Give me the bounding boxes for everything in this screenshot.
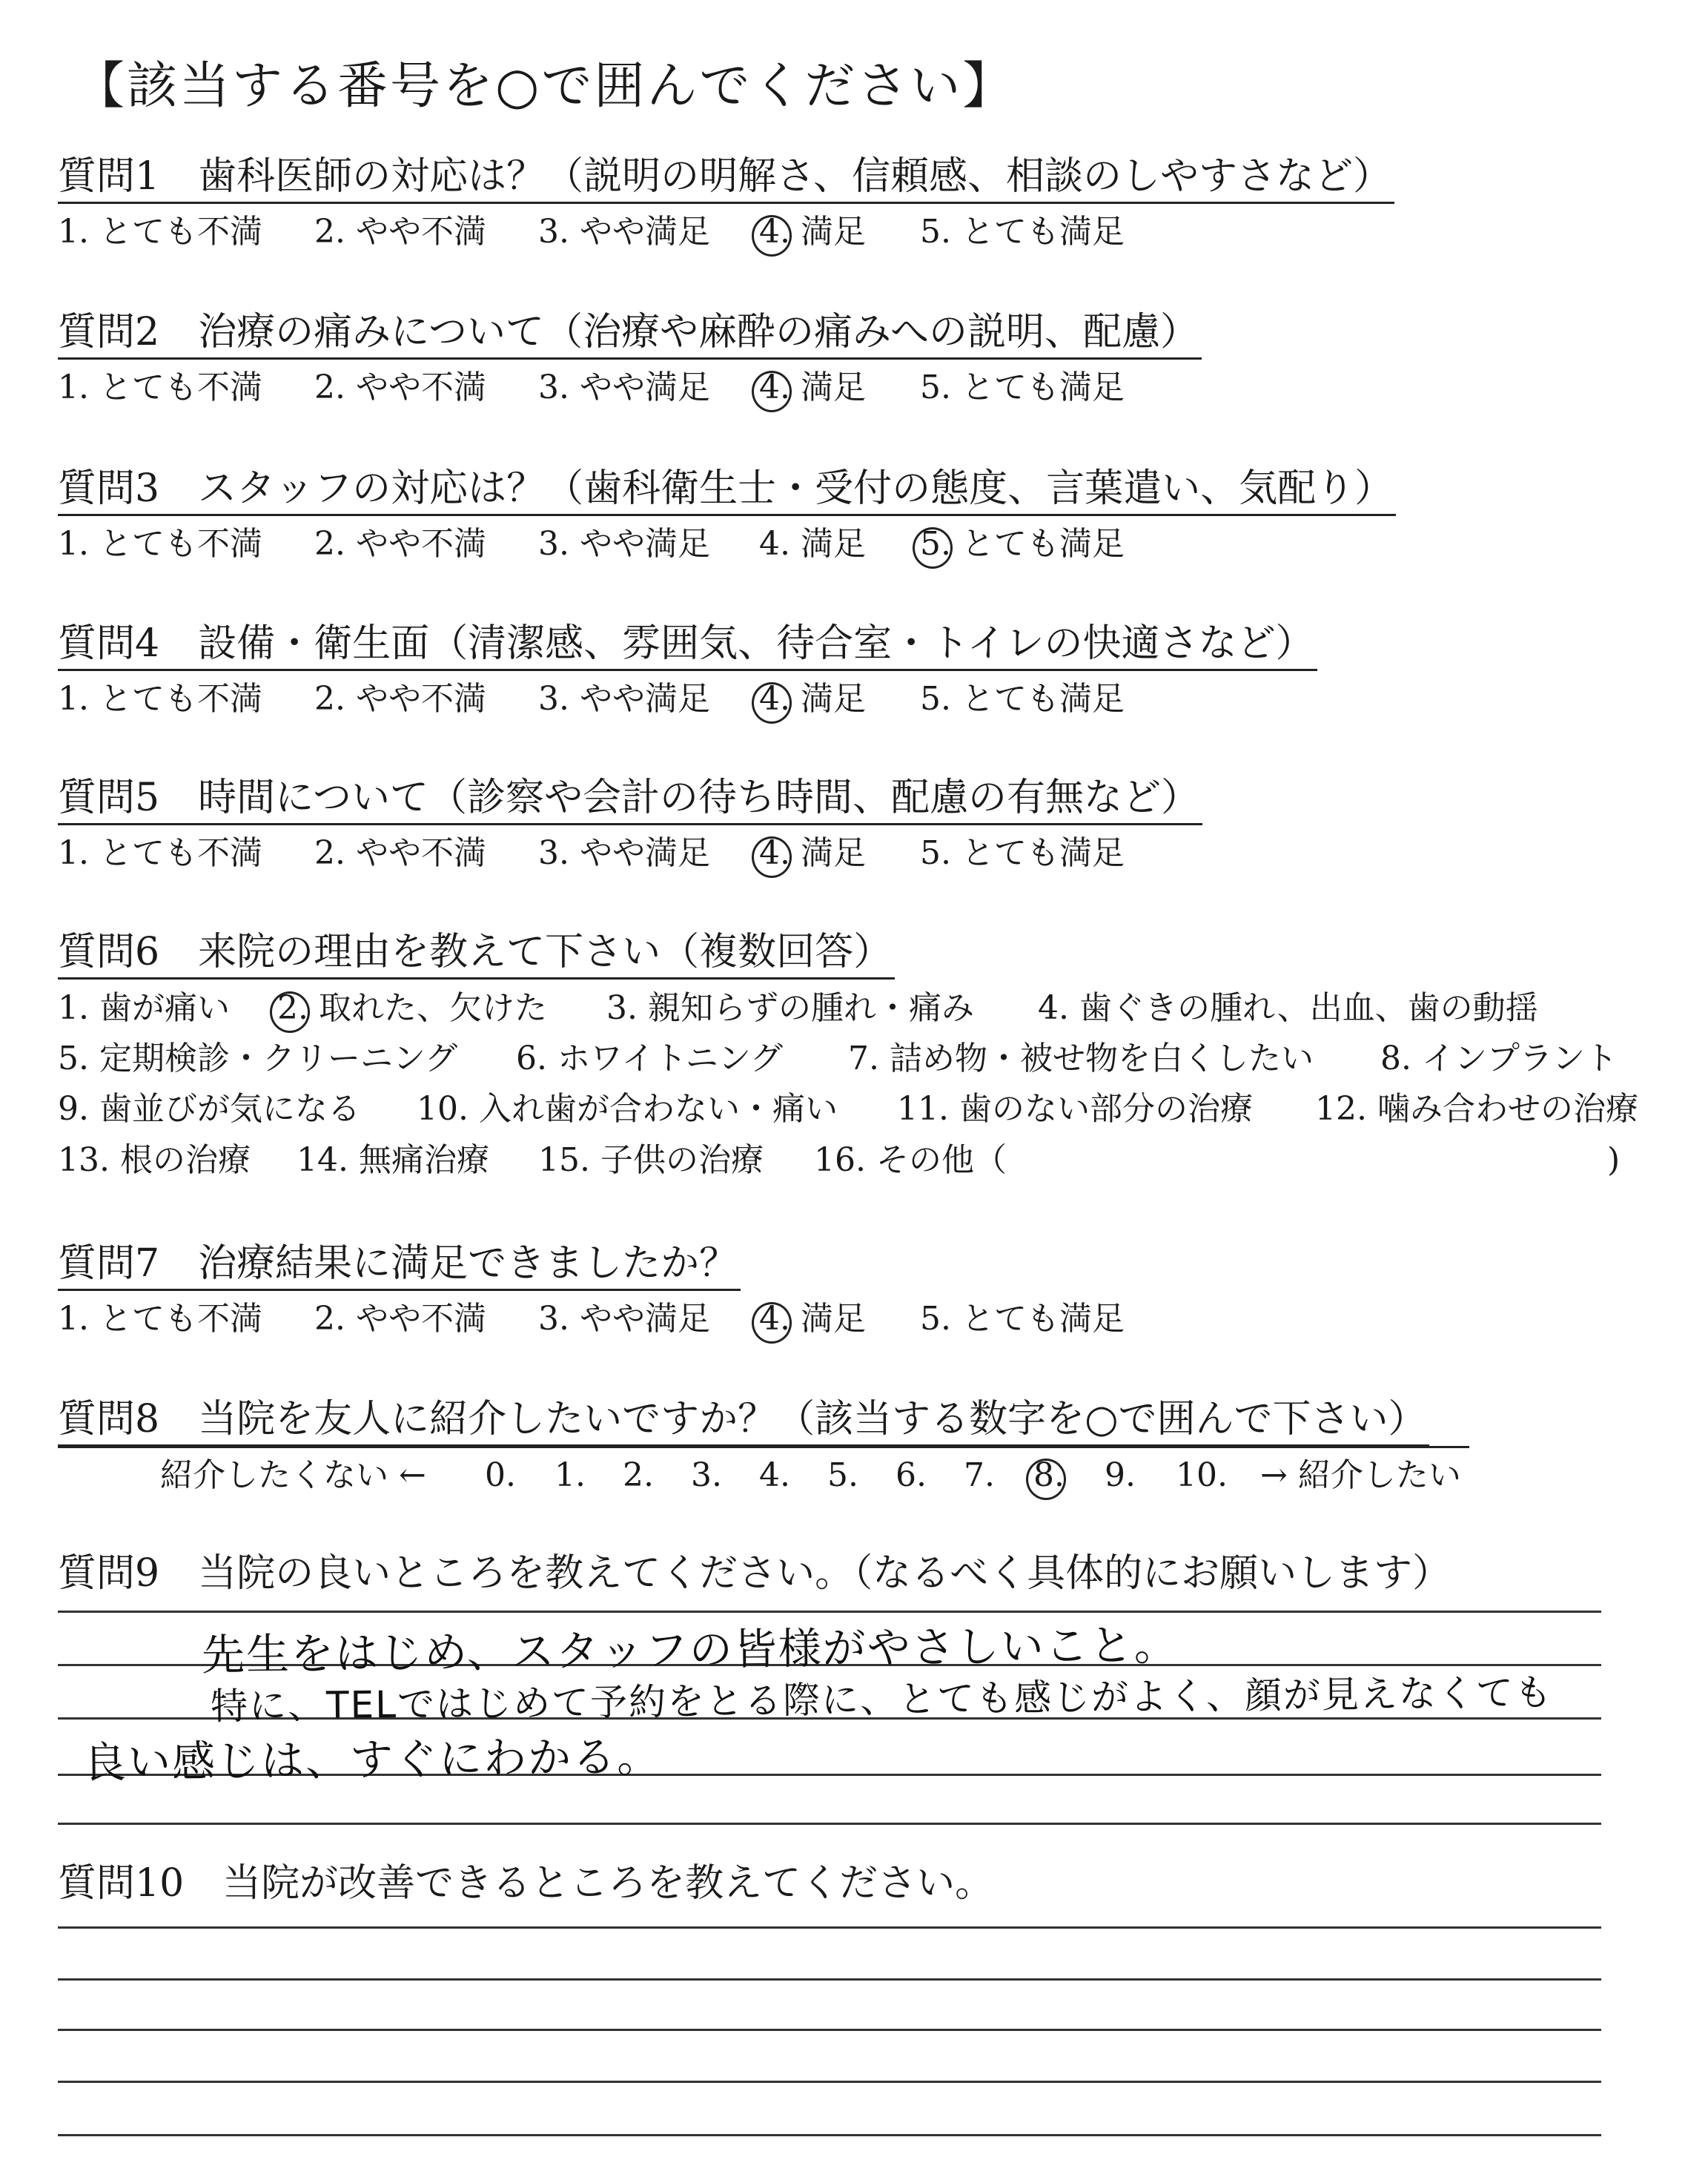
q6-option-4[interactable]: 4. 歯ぐきの腫れ、出血、歯の動揺 bbox=[1038, 989, 1538, 1027]
q4-option-5[interactable]: 5. とても満足 bbox=[920, 680, 1125, 718]
q1-option-5[interactable]: 5. とても満足 bbox=[920, 213, 1125, 251]
survey-header: 【該当する番号を○で囲んでください】 bbox=[74, 57, 1016, 116]
q8-score-5[interactable]: 5. bbox=[827, 1456, 858, 1494]
q1-option-3[interactable]: 3. やや満足 bbox=[538, 213, 710, 251]
q2-option-1[interactable]: 1. とても不満 bbox=[58, 369, 262, 406]
question-1-title: 質問1 歯科医師の対応は？（説明の明解さ、信頼感、相談のしやすさなど） bbox=[58, 153, 1394, 204]
q5-option-5[interactable]: 5. とても満足 bbox=[920, 834, 1125, 872]
q6-option-16[interactable]: 16. その他（ bbox=[814, 1141, 1007, 1179]
q8-underline bbox=[58, 1446, 1469, 1448]
question-5-title: 質問5 時間について（診察や会計の待ち時間、配慮の有無など） bbox=[58, 774, 1202, 825]
q7-option-3[interactable]: 3. やや満足 bbox=[538, 1300, 710, 1338]
q1-option-2[interactable]: 2. やや不満 bbox=[314, 213, 486, 251]
q4-option-2[interactable]: 2. やや不満 bbox=[314, 680, 486, 718]
q6-other-close-paren: ) bbox=[1607, 1141, 1621, 1179]
q6-option-7[interactable]: 7. 詰め物・被せ物を白くしたい bbox=[848, 1040, 1314, 1077]
question-7-options bbox=[58, 1298, 1125, 1340]
q8-score-3[interactable]: 3. bbox=[691, 1456, 722, 1494]
q10-answer-rule-2 bbox=[58, 1978, 1601, 1981]
q8-score-6[interactable]: 6. bbox=[896, 1456, 927, 1494]
q8-score-10[interactable]: 10. bbox=[1176, 1456, 1228, 1494]
q3-option-1[interactable]: 1. とても不満 bbox=[58, 525, 262, 563]
q6-option-14[interactable]: 14. 無痛治療 bbox=[297, 1141, 489, 1179]
q9-handwritten-line-2: 特に、TELではじめて予約をとる際に、とても感じがよく、顔が見えなくても bbox=[210, 1671, 1554, 1728]
q5-option-2[interactable]: 2. やや不満 bbox=[314, 834, 486, 872]
q6-option-10[interactable]: 10. 入れ歯が合わない・痛い bbox=[417, 1090, 838, 1128]
q6-option-5[interactable]: 5. 定期検診・クリーニング bbox=[58, 1040, 458, 1077]
q8-scale-left-label: 紹介したくない ← bbox=[160, 1456, 426, 1494]
question-5-options bbox=[58, 833, 1125, 874]
q4-option-1[interactable]: 1. とても不満 bbox=[58, 680, 262, 718]
q1-option-1[interactable]: 1. とても不満 bbox=[58, 213, 262, 251]
q2-option-5[interactable]: 5. とても満足 bbox=[920, 369, 1125, 406]
q8-score-0[interactable]: 0. bbox=[485, 1456, 516, 1494]
q8-score-4[interactable]: 4. bbox=[759, 1456, 790, 1494]
q9-answer-rule-1 bbox=[58, 1611, 1601, 1613]
q7-option-1[interactable]: 1. とても不満 bbox=[58, 1300, 262, 1338]
q8-score-8-circled[interactable]: 8. bbox=[1033, 1456, 1065, 1494]
q9-handwritten-line-3: 良い感じは、すぐにわかる。 bbox=[82, 1731, 662, 1789]
question-8-scale bbox=[58, 1455, 1461, 1496]
q8-score-2[interactable]: 2. bbox=[623, 1456, 654, 1494]
question-7-title: 質問7 治療結果に満足できましたか？ bbox=[58, 1240, 741, 1291]
q2-option-4-circled[interactable]: 4. 満足 bbox=[759, 369, 866, 406]
q6-option-12[interactable]: 12. 噛み合わせの治療 bbox=[1315, 1090, 1638, 1128]
question-2-title: 質問2 治療の痛みについて（治療や麻酔の痛みへの説明、配慮） bbox=[58, 308, 1202, 360]
q5-option-3[interactable]: 3. やや満足 bbox=[538, 834, 710, 872]
question-4-title: 質問4 設備・衛生面（清潔感、雰囲気、待合室・トイレの快適さなど） bbox=[58, 620, 1317, 671]
q8-score-9[interactable]: 9. bbox=[1105, 1456, 1136, 1494]
q8-scale-right-label: → 紹介したい bbox=[1260, 1456, 1461, 1494]
question-3-options bbox=[58, 524, 1125, 565]
q5-option-1[interactable]: 1. とても不満 bbox=[58, 834, 262, 872]
question-10-title: 質問10 当院が改善できるところを教えてください。 bbox=[58, 1861, 994, 1906]
q10-answer-rule-1 bbox=[58, 1926, 1601, 1929]
q7-option-2[interactable]: 2. やや不満 bbox=[314, 1300, 486, 1338]
q6-option-8[interactable]: 8. インプラント bbox=[1380, 1040, 1618, 1077]
q3-option-5-circled[interactable]: 5. とても満足 bbox=[920, 525, 1125, 563]
q4-option-3[interactable]: 3. やや満足 bbox=[538, 680, 710, 718]
question-2-options bbox=[58, 367, 1125, 409]
q6-option-6[interactable]: 6. ホワイトニング bbox=[516, 1040, 784, 1077]
question-6-line-1 bbox=[58, 988, 1538, 1029]
q6-option-1[interactable]: 1. 歯が痛い bbox=[58, 989, 230, 1027]
q2-option-2[interactable]: 2. やや不満 bbox=[314, 369, 486, 406]
question-4-options bbox=[58, 678, 1125, 720]
question-6-title: 質問6 来院の理由を教えて下さい（複数回答） bbox=[58, 928, 895, 980]
q3-option-2[interactable]: 2. やや不満 bbox=[314, 525, 486, 563]
q8-score-7[interactable]: 7. bbox=[964, 1456, 995, 1494]
q7-option-5[interactable]: 5. とても満足 bbox=[920, 1300, 1125, 1338]
q2-option-3[interactable]: 3. やや満足 bbox=[538, 369, 710, 406]
q3-option-3[interactable]: 3. やや満足 bbox=[538, 525, 710, 563]
q9-handwritten-line-1: 先生をはじめ、スタッフの皆様がやさしいこと。 bbox=[201, 1619, 1179, 1680]
q5-option-4-circled[interactable]: 4. 満足 bbox=[759, 834, 866, 872]
q1-option-4-circled[interactable]: 4. 満足 bbox=[759, 213, 866, 251]
q6-option-15[interactable]: 15. 子供の治療 bbox=[538, 1141, 764, 1179]
q4-option-4-circled[interactable]: 4. 満足 bbox=[759, 680, 866, 718]
q6-option-11[interactable]: 11. 歯のない部分の治療 bbox=[897, 1090, 1253, 1128]
q6-option-13[interactable]: 13. 根の治療 bbox=[58, 1141, 251, 1179]
q8-score-1[interactable]: 1. bbox=[555, 1456, 586, 1494]
q6-option-3[interactable]: 3. 親知らずの腫れ・痛み bbox=[606, 989, 974, 1027]
question-1-options bbox=[58, 211, 1125, 253]
question-3-title: 質問3 スタッフの対応は？（歯科衛生士・受付の態度、言葉遣い、気配り） bbox=[58, 465, 1396, 516]
q10-answer-rule-3 bbox=[58, 2029, 1601, 2031]
q3-option-4[interactable]: 4. 満足 bbox=[759, 525, 866, 563]
q10-answer-rule-5 bbox=[58, 2134, 1601, 2136]
q10-answer-rule-4 bbox=[58, 2081, 1601, 2083]
question-9-title: 質問9 当院の良いところを教えてください。（なるべく具体的にお願いします） bbox=[58, 1551, 1452, 1596]
q6-option-2-circled[interactable]: 2. 取れた、欠けた bbox=[277, 989, 547, 1027]
question-8-title: 質問8 当院を友人に紹介したいですか？（該当する数字を○で囲んで下さい） bbox=[58, 1396, 1429, 1447]
q9-answer-rule-5 bbox=[58, 1823, 1601, 1825]
q6-option-9[interactable]: 9. 歯並びが気になる bbox=[58, 1090, 360, 1128]
q7-option-4-circled[interactable]: 4. 満足 bbox=[759, 1300, 866, 1338]
